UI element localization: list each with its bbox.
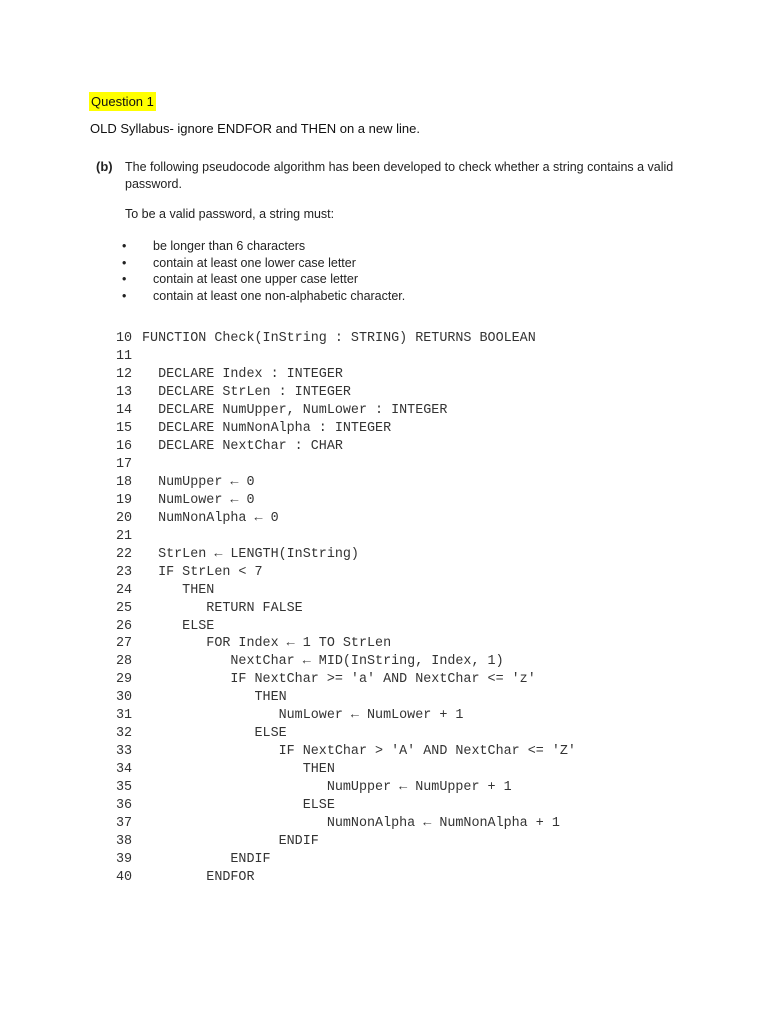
line-number: 32: [116, 726, 133, 742]
line-number: 39: [116, 852, 133, 868]
code-text: FUNCTION Check(InString : STRING) RETURNS BOOLEAN: [142, 331, 536, 346]
line-number: 38: [116, 834, 133, 850]
code-line: [116, 330, 576, 348]
bullet-icon: •: [122, 288, 127, 303]
code-line: [116, 851, 576, 869]
code-line: [116, 797, 576, 815]
code-line: [116, 653, 576, 671]
code-text: NumNonAlpha ← 0: [142, 510, 279, 526]
line-number: 11: [116, 348, 133, 364]
code-line: [116, 456, 576, 474]
rule-text: contain at least one upper case letter: [153, 272, 358, 286]
code-line: [116, 689, 576, 707]
code-line: [116, 366, 576, 384]
line-number: 19: [116, 492, 133, 508]
rule-text: contain at least one non-alphabetic character.: [153, 288, 406, 303]
line-number: 29: [116, 672, 133, 688]
code-line: [116, 833, 576, 851]
line-number: 13: [116, 384, 133, 400]
bullet-icon: •: [122, 272, 127, 286]
code-text: ENDIF: [142, 834, 319, 850]
syllabus-note: OLD Syllabus- ignore ENDFOR and THEN on a new line.: [90, 121, 420, 136]
code-text: DECLARE Index : INTEGER: [142, 366, 343, 382]
code-line: [116, 600, 576, 618]
code-text: IF NextChar > 'A' AND NextChar <= 'Z': [142, 744, 576, 760]
code-text: StrLen ← LENGTH(InString): [142, 546, 359, 562]
rules-list: [122, 238, 405, 304]
code-text: DECLARE NextChar : CHAR: [142, 438, 343, 454]
code-text: ENDIF: [142, 852, 271, 868]
rules-intro: To be a valid password, a string must:: [125, 207, 335, 221]
line-number: 12: [116, 366, 133, 382]
code-line: [116, 869, 576, 887]
rule-text: be longer than 6 characters: [153, 239, 306, 253]
code-text: NumLower ← NumLower + 1: [142, 708, 464, 724]
code-text: ENDFOR: [142, 870, 255, 886]
line-number: 40: [116, 870, 133, 886]
line-number: 31: [116, 708, 133, 724]
line-number: 33: [116, 744, 133, 760]
code-text: NumUpper ← NumUpper + 1: [142, 780, 512, 796]
code-line: [116, 582, 576, 600]
code-line: [116, 492, 576, 510]
line-number: 15: [116, 420, 133, 436]
code-line: [116, 384, 576, 402]
line-number: 14: [116, 402, 133, 418]
code-line: [116, 635, 576, 653]
line-number: 24: [116, 582, 133, 598]
code-text: RETURN FALSE: [142, 600, 303, 616]
code-line: [116, 618, 576, 636]
code-line: [116, 743, 576, 761]
code-text: NextChar ← MID(InString, Index, 1): [142, 654, 504, 670]
code-line: [116, 474, 576, 492]
code-text: NumLower ← 0: [142, 492, 255, 508]
rule-item: [122, 238, 405, 255]
code-text: FOR Index ← 1 TO StrLen: [142, 636, 392, 652]
code-line: [116, 528, 576, 546]
line-number: 17: [116, 456, 133, 472]
line-number: 10: [116, 331, 133, 346]
line-number: 20: [116, 510, 133, 526]
code-text: THEN: [142, 582, 215, 598]
code-line: [116, 725, 576, 743]
line-number: 34: [116, 762, 133, 778]
line-number: 23: [116, 564, 133, 580]
part-label: (b): [96, 159, 113, 174]
code-line: [116, 815, 576, 833]
code-text: DECLARE StrLen : INTEGER: [142, 384, 351, 400]
code-line: [116, 707, 576, 725]
code-text: DECLARE NumUpper, NumLower : INTEGER: [142, 402, 448, 418]
code-text: IF NextChar >= 'a' AND NextChar <= 'z': [142, 672, 536, 688]
line-number: 36: [116, 798, 133, 814]
code-text: DECLARE NumNonAlpha : INTEGER: [142, 420, 392, 436]
bullet-icon: •: [122, 239, 127, 253]
line-number: 35: [116, 780, 133, 796]
rule-item: [122, 255, 405, 272]
rule-item: [122, 288, 405, 305]
code-text: THEN: [142, 690, 287, 706]
code-line: [116, 761, 576, 779]
question-title: Question 1: [91, 94, 154, 109]
code-line: [116, 510, 576, 528]
code-text: NumUpper ← 0: [142, 474, 255, 490]
code-line: [116, 348, 576, 366]
line-number: 26: [116, 618, 133, 634]
line-number: 25: [116, 600, 133, 616]
code-text: ELSE: [142, 618, 215, 634]
code-line: [116, 438, 576, 456]
code-line: [116, 402, 576, 420]
code-line: [116, 779, 576, 797]
rule-item: [122, 271, 405, 288]
code-line: [116, 671, 576, 689]
line-number: 30: [116, 690, 133, 706]
line-number: 37: [116, 816, 133, 832]
line-number: 21: [116, 528, 133, 544]
code-line: [116, 546, 576, 564]
line-number: 28: [116, 654, 133, 670]
line-number: 18: [116, 474, 133, 490]
line-number: 27: [116, 636, 133, 652]
code-text: ELSE: [142, 798, 335, 814]
intro-paragraph: The following pseudocode algorithm has been developed to check whether a string contains a valid password.: [125, 160, 674, 191]
code-text: THEN: [142, 762, 335, 778]
code-text: NumNonAlpha ← NumNonAlpha + 1: [142, 816, 560, 832]
pseudocode-block: [116, 330, 576, 887]
code-text: ELSE: [142, 726, 287, 742]
code-text: IF StrLen < 7: [142, 564, 263, 580]
code-line: [116, 564, 576, 582]
bullet-icon: •: [122, 255, 127, 270]
rule-text: contain at least one lower case letter: [153, 255, 356, 270]
code-line: [116, 420, 576, 438]
line-number: 16: [116, 438, 133, 454]
line-number: 22: [116, 546, 133, 562]
